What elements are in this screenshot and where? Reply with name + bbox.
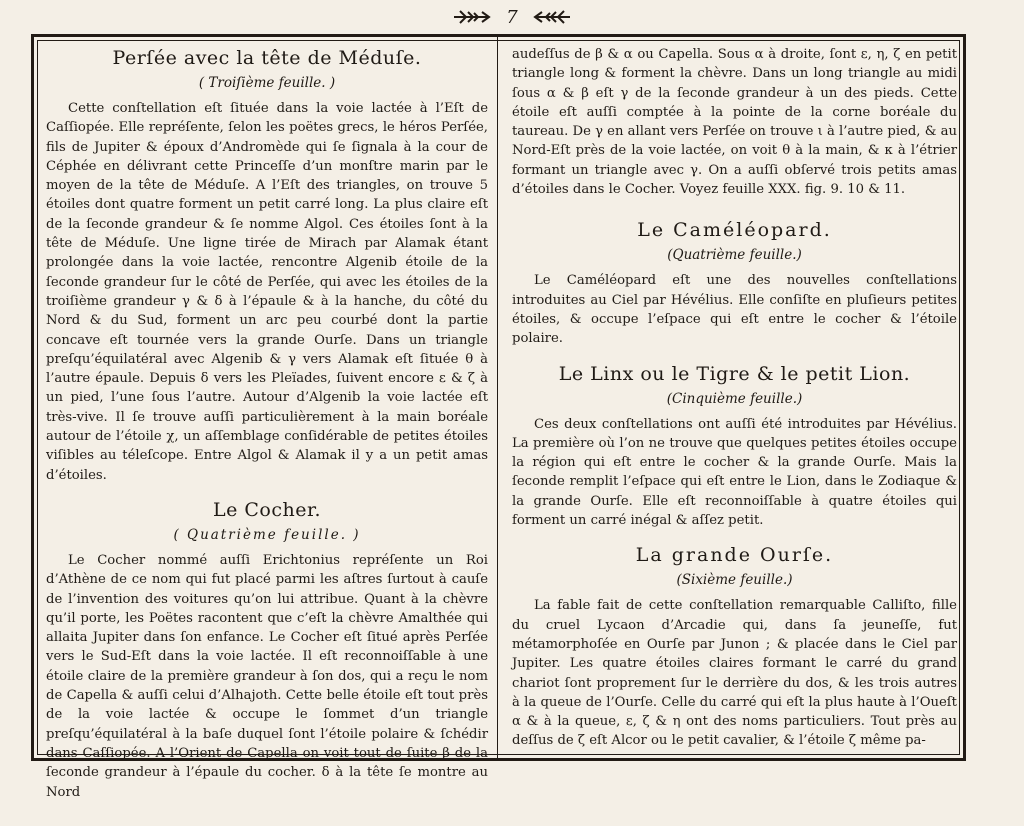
section-title-persee: Perſée avec la tête de Méduſe. xyxy=(112,47,422,69)
section-subtitle-grande-ourse: (Sixième feuille.) xyxy=(676,572,793,589)
section-title-cameleopard: Le Caméléopard. xyxy=(637,219,832,242)
page-header xyxy=(0,4,1024,30)
right-ornament-icon xyxy=(532,8,572,26)
page-number: 7 xyxy=(506,6,518,28)
paragraph-cocher: Le Cocher nommé auſſi Erichtonius repréſente un Roi d’Athène de ce nom qui fut placé parmi les aſtres ſurtout à cauſe de l’invention des voitures qu’on lui attribue. Quant à la chèvre qu’il porte, les Poëtes racontent que c’eſt la chèvre Amalthée qui allaita Jupiter dans ſon enfance. Le Cocher eſt ſitué après Perſée vers le Sud-Eſt dans la voie lactée. Il eſt reconnoiſſable à une étoile claire de la première grandeur à ſon dos, qui a reçu le nom de Capella & auſſi celui d’Alhajoth. Cette belle étoile eſt tout près de la voie lactée & occupe le ſommet d’un triangle preſqu’équilatéral à la baſe duquel ſont l’étoile polaire & ſchédir dans Caſſiopée. A l’Orient de Capella on voit tout de ſuite β de la ſeconde grandeur à l’épaule du cocher. δ à la tête ſe montre au Nord xyxy=(46,552,488,800)
section-subtitle-persee: ( Troiſième feuille. ) xyxy=(198,75,336,91)
section-subtitle-linx: (Cinquième feuille.) xyxy=(666,390,803,407)
section-title-linx: Le Linx ou le Tigre & le petit Lion. xyxy=(558,362,911,385)
section-subtitle-cocher: ( Quatrième feuille. ) xyxy=(173,526,361,543)
column-divider xyxy=(497,37,498,758)
paragraph-cameleopard: Le Caméléopard eſt une des nouvelles conſtellations introduites au Ciel par Hévélius. Elle conſiſte en pluſieurs petites étoiles, & occupe l’eſpace qui eſt entre le cocher & l’étoile polaire. xyxy=(512,273,957,347)
section-subtitle-cameleopard: (Quatrième feuille.) xyxy=(667,247,802,264)
paragraph-grande-ourse: La fable fait de cette conſtellation remarquable Calliſto, fille du cruel Lycaon d’Arcadie qui, dans ſa jeuneſſe, fut métamorphoſée en Ourſe par Junon ; & placée dans le Ciel par Jupiter. Les quatre étoiles claires formant le carré du grand chariot ſont proprement ſur le derrière du dos, & les trois autres à la queue de l’Ourſe. Celle du carré qui eſt la plus haute à l’Oueſt α & à la queue, ε, ζ & η ont des noms particuliers. Tout près au deſſus de ζ eſt Alcor ou le petit cavalier, & l’étoile ζ même pa- xyxy=(512,598,957,749)
paragraph-persee: Cette conſtellation eſt ſituée dans la voie lactée à l’Eſt de Caſſiopée. Elle repréſente, ſelon les poëtes grecs, le héros Perſée, fils de Jupiter & époux d’Andromède qui ſe ſignala à la cour de Céphée en délivrant cette Princeſſe d’un monſtre marin par le moyen de la tête de Méduſe. A l’Eſt des triangles, on trouve 5 étoiles dont quatre forment un petit carré long. La plus claire eſt de la ſeconde grandeur & ſe nomme Algol. Ces étoiles ſont à la tête de Méduſe. Une ligne tirée de Mirach par Alamak étant prolongée dans la voie lactée, rencontre Algenib étoile de la ſeconde grandeur ſur le côté de Perſée, qui avec les étoiles de la troiſième grandeur γ & δ à l’épaule & à la hanche, du côté du Nord & du Sud, forment un arc peu courbé dont la partie concave eſt tournée vers la grande Ourſe. Dans un triangle preſqu’équilatéral avec Algenib & γ vers Alamak eſt ſituée θ à l’autre épaule. Depuis δ vers les Pleïades, ſuivent encore ε & ζ à un pied, l’une ſous l’autre. Autour d’Algenib la voie lactée eſt très-vive. Il ſe trouve auſſi particulièrement à la main boréale autour de l’étoile χ, un aſſemblage conſidérable de petites étoiles viſibles au téleſcope. Entre Algol & Alamak il y a un petit amas d’étoiles. xyxy=(46,101,488,483)
right-column xyxy=(512,45,957,752)
section-title-grande-ourse: La grande Ourſe. xyxy=(635,544,834,567)
paragraph-cocher-continued: audeſſus de β & α ou Capella. Sous α à droite, ſont ε, η, ζ en petit triangle long & forment la chèvre. Dans un long triangle au midi ſous α & β eſt γ de la ſeconde grandeur à un des pieds. Cette étoile eſt auſſi comptée à la pointe de la corne boréale du taureau. De γ en allant vers Perſée on trouve ι à l’autre pied, & au Nord-Eſt près de la voie lactée, on voit θ à la main, & κ à l’étrier formant un triangle avec γ. On a auſſi obſervé trois petits amas d’étoiles dans le Cocher. Voyez feuille XXX. fig. 9. 10 & 11. xyxy=(512,47,957,198)
section-title-cocher: Le Cocher. xyxy=(212,498,322,521)
page-frame xyxy=(31,34,966,800)
left-column xyxy=(46,45,488,800)
paragraph-linx: Ces deux conſtellations ont auſſi été introduites par Hévélius. La première où l’on ne trouve que quelques petites étoiles occupe la région qui eſt entre le cocher & la grande Ourſe. Mais la ſeconde remplit l’eſpace qui eſt entre le Lion, dans le Zodiaque & la grande Ourſe. Elle eſt reconnoiſſable à quatre étoiles qui forment un carré inégal & aſſez petit. xyxy=(512,416,957,529)
left-ornament-icon xyxy=(452,8,492,26)
